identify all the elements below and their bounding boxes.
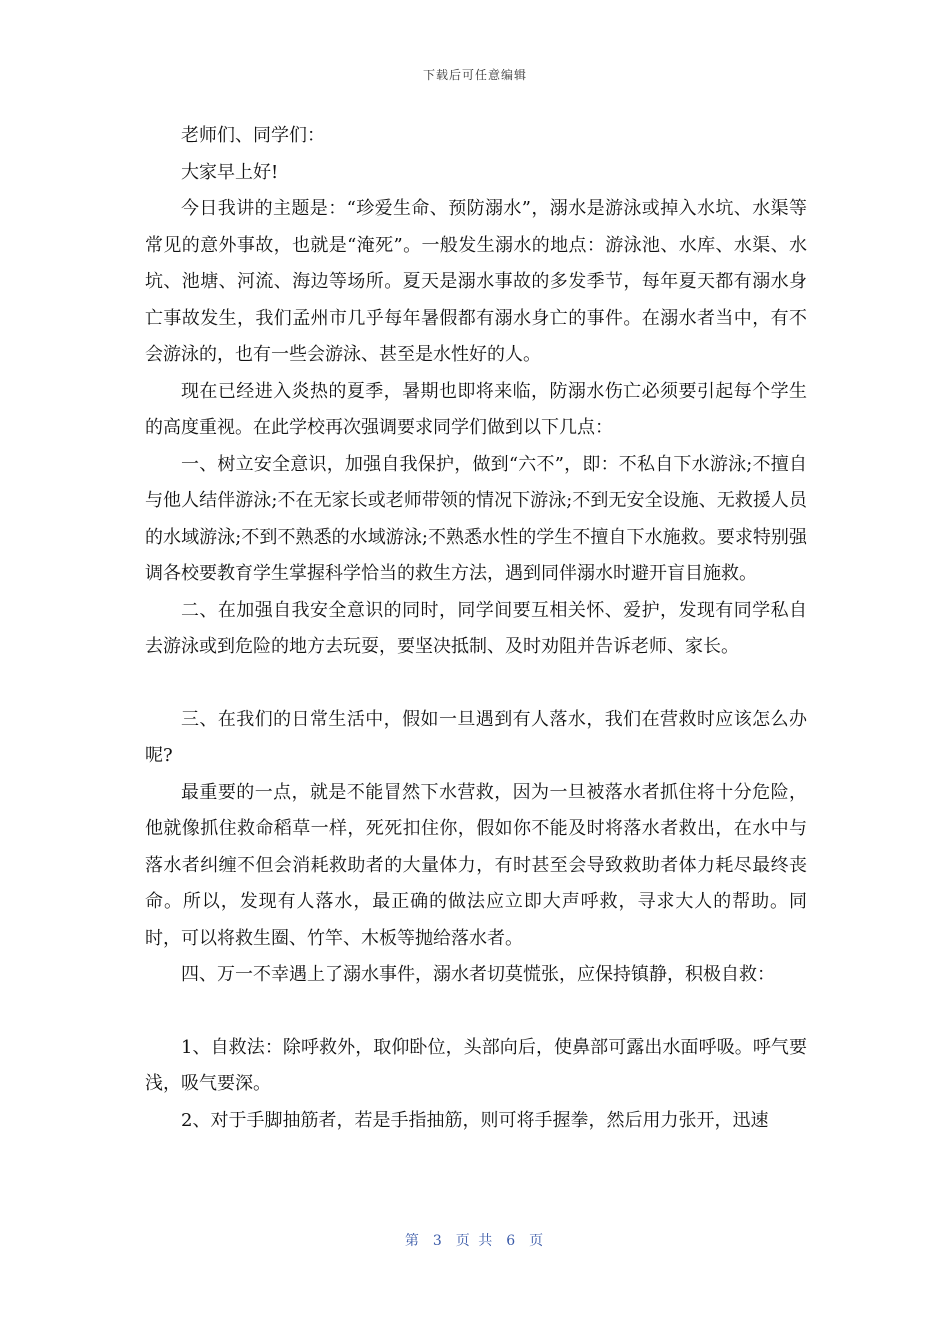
paragraph-point-one: 一、树立安全意识，加强自我保护，做到“六不”，即：不私自下水游泳;不擅自与他人结伴游泳;不在无家长或老师带领的情况下游泳;不到无安全设施、无救援人员的水域游泳;不到不熟悉的水域游泳;不熟悉水性的学生不擅自下水施救。要求特别强调各校要教育学生掌握科学恰当的救生方法，遇到同伴溺水时避开盲目施救。 <box>145 453 807 584</box>
page-total: 6 <box>506 1233 518 1249</box>
header-note: 下载后可任意编辑 <box>422 68 527 82</box>
paragraph-point-two: 二、在加强自我安全意识的同时，同学间要互相关怀、爱护，发现有同学私自去游泳或到危险的地方去玩耍，要坚决抵制、及时劝阻并告诉老师、家长。 <box>145 599 807 657</box>
paragraph-self-rescue: 1、自救法：除呼救外，取仰卧位，头部向后，使鼻部可露出水面呼吸。呼气要浅，吸气要深。 <box>145 1036 807 1094</box>
document-body <box>145 118 807 1139</box>
paragraph-point-three: 三、在我们的日常生活中，假如一旦遇到有人落水，我们在营救时应该怎么办呢? <box>145 708 807 766</box>
page-of: 页 共 <box>455 1233 495 1249</box>
paragraph-topic: 今日我讲的主题是：“珍爱生命、预防溺水”，溺水是游泳或掉入水坑、水渠等常见的意外事故，也就是“淹死”。一般发生溺水的地点：游泳池、水库、水渠、水坑、池塘、河流、海边等场所。夏天是溺水事故的多发季节，每年夏天都有溺水身亡事故发生，我们孟州市几乎每年暑假都有溺水身亡的事件。在溺水者当中，有不会游泳的，也有一些会游泳、甚至是水性好的人。 <box>145 198 807 365</box>
page-label: 第 <box>404 1233 421 1249</box>
blank-line <box>145 994 807 1030</box>
page-number <box>0 1230 950 1250</box>
page-unit: 页 <box>529 1233 546 1249</box>
paragraph-point-four: 四、万一不幸遇上了溺水事件，溺水者切莫慌张，应保持镇静，积极自救： <box>181 964 775 985</box>
page-current: 3 <box>432 1233 444 1249</box>
paragraph-cramp: 2、对于手脚抽筋者，若是手指抽筋，则可将手握拳，然后用力张开，迅速 <box>181 1109 769 1131</box>
paragraph-rescue-advice: 最重要的一点，就是不能冒然下水营救，因为一旦被落水者抓住将十分危险，他就像抓住救命稻草一样，死死扣住你，假如你不能及时将落水者救出，在水中与落水者纠缠不但会消耗救助者的大量体力，有时甚至会导致救助者体力耗尽最终丧命。所以，发现有人落水，最正确的做法应立即大声呼救，寻求大人的帮助。同时，可以将救生圈、竹竿、木板等抛给落水者。 <box>145 781 807 949</box>
greeting: 大家早上好! <box>181 161 279 183</box>
paragraph-summer: 现在已经进入炎热的夏季，暑期也即将来临，防溺水伤亡必须要引起每个学生的高度重视。在此学校再次强调要求同学们做到以下几点： <box>145 380 807 438</box>
blank-line <box>145 666 807 702</box>
salutation: 老师们、同学们： <box>181 125 325 146</box>
